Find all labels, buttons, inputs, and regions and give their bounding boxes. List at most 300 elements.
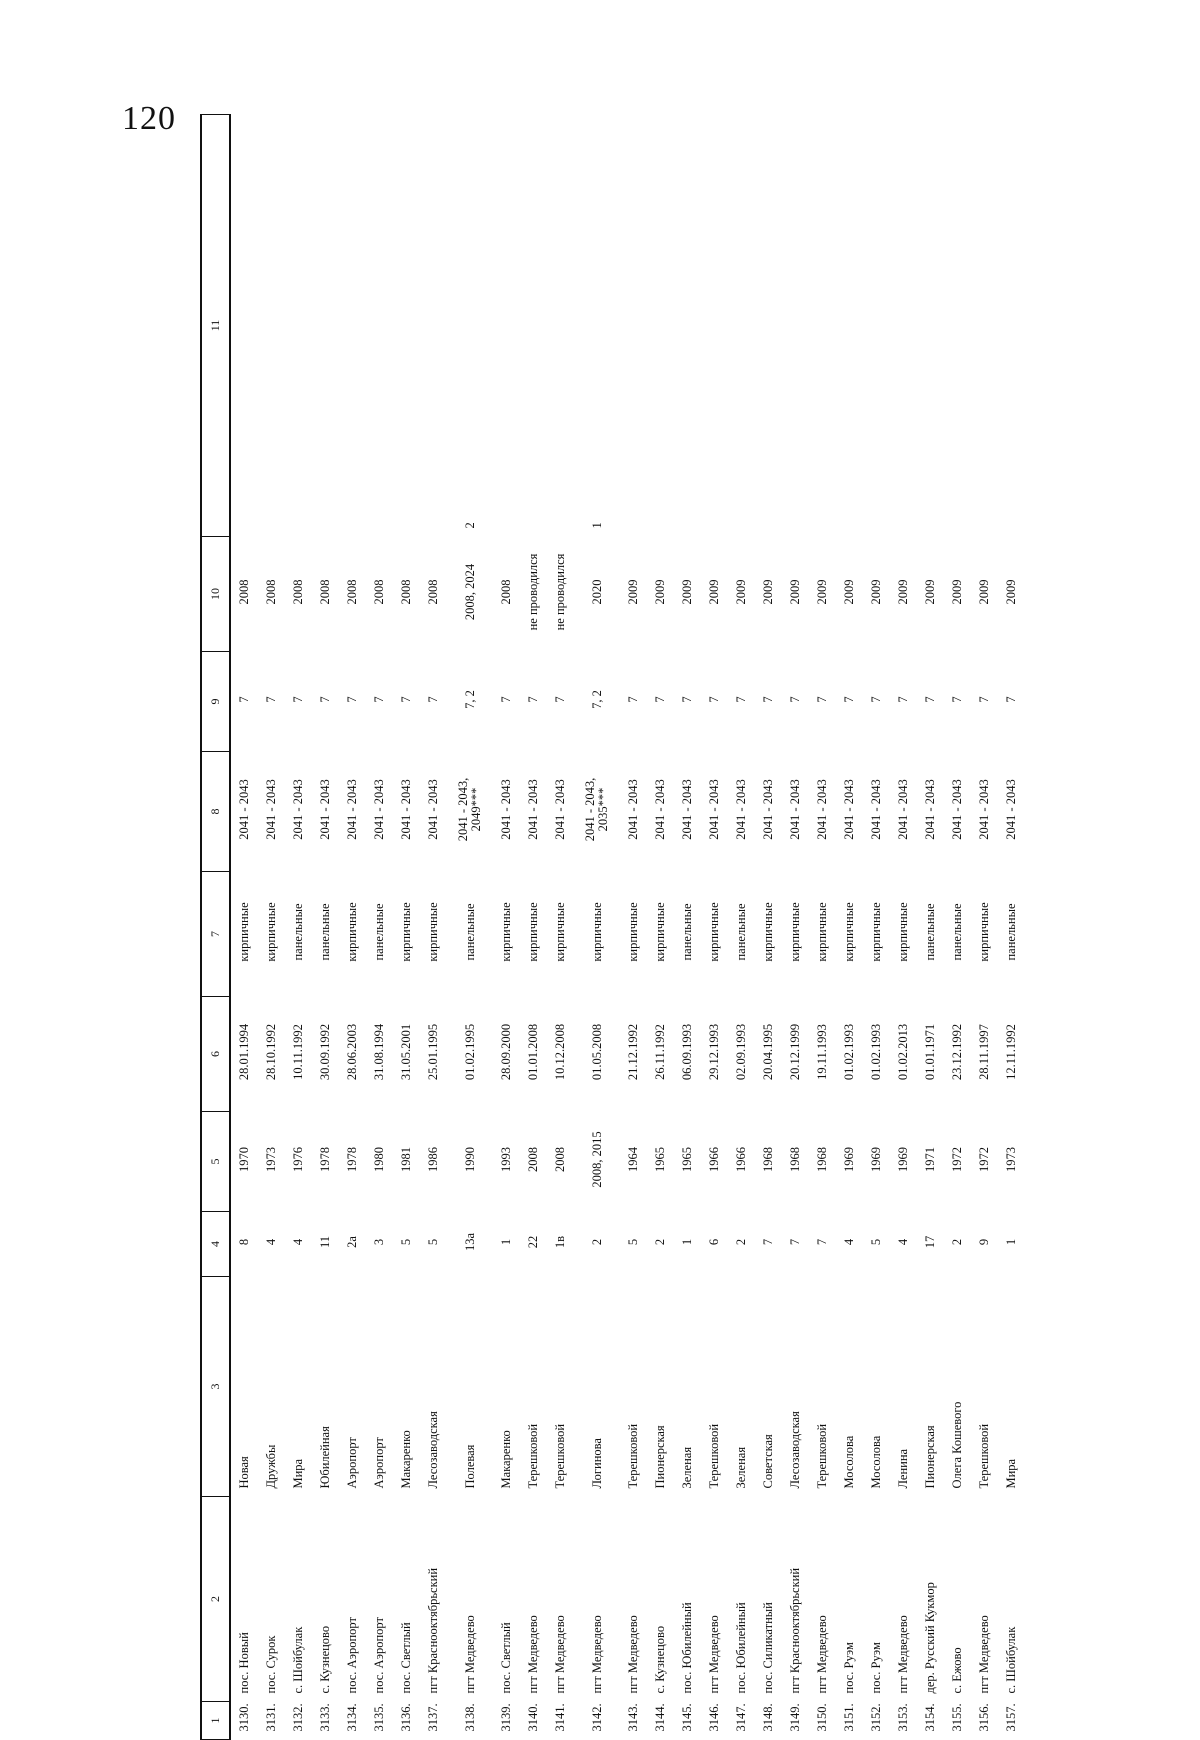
row-number: 3138.	[462, 1703, 477, 1732]
code-cell: 7	[950, 696, 964, 703]
street-cell: Лесозаводская	[788, 1411, 802, 1489]
year-cell: 2008	[291, 579, 305, 605]
row-number: 3139.	[499, 1703, 513, 1732]
period-cell: 2041 - 2043	[291, 779, 305, 840]
period-cell: 2041 - 2043	[345, 779, 359, 840]
wall-material-cell: кирпичные	[526, 902, 540, 962]
year-cell: 2009	[788, 579, 802, 605]
extra-cell	[547, 115, 574, 537]
wall-material-cell: кирпичные	[553, 902, 567, 962]
extra-cell	[520, 115, 547, 537]
period-cell: 2041 - 2043	[923, 779, 937, 840]
year-cell: 2008, 2024	[462, 563, 477, 621]
extra-cell	[339, 115, 366, 537]
year-built-cell: 1976	[291, 1147, 305, 1172]
table-row	[258, 115, 285, 1740]
wall-material-cell: кирпичные	[977, 902, 991, 962]
table-row	[447, 115, 493, 1740]
house-number-cell: 11	[318, 1235, 332, 1249]
period-cell: 2041 - 2043	[761, 779, 775, 840]
house-number-cell: 13а	[462, 1232, 477, 1252]
extra-cell: 2	[462, 522, 477, 529]
period-cell: 2041 - 2043	[237, 779, 251, 840]
row-number: 3145.	[680, 1703, 694, 1732]
date-cell: 06.09.1993	[680, 1023, 694, 1081]
settlement-cell: пос. Новый	[237, 1632, 251, 1694]
row-number: 3142.	[589, 1703, 604, 1732]
date-cell: 12.11.1992	[1004, 1024, 1018, 1080]
row-number: 3148.	[761, 1703, 775, 1732]
year-cell: 2009	[761, 579, 775, 605]
column-header: 3	[201, 1277, 230, 1497]
period-cell: 2041 - 2043	[553, 779, 567, 840]
extra-cell	[971, 115, 998, 537]
row-number: 3136.	[399, 1703, 413, 1732]
settlement-cell: пос. Руэм	[869, 1642, 883, 1694]
period-cell: 2041 - 2043	[426, 779, 440, 840]
house-number-cell: 22	[526, 1235, 540, 1249]
column-header: 7	[201, 872, 230, 997]
code-cell: 7	[896, 696, 910, 703]
year-built-cell: 1966	[707, 1147, 721, 1172]
street-cell: Новая	[237, 1456, 251, 1489]
table-row	[285, 115, 312, 1740]
year-cell: 2009	[923, 579, 937, 605]
wall-material-cell: кирпичные	[626, 902, 640, 962]
house-number-cell: 2	[589, 1238, 604, 1246]
code-cell: 7	[842, 696, 856, 703]
row-number: 3143.	[626, 1703, 640, 1732]
data-table	[200, 114, 1025, 1740]
year-built-cell: 1972	[950, 1147, 964, 1172]
period-cell: 2041 - 2043	[896, 779, 910, 840]
year-cell: 2009	[626, 579, 640, 605]
year-built-cell: 1970	[237, 1147, 251, 1172]
date-cell: 10.11.1992	[291, 1024, 305, 1080]
year-built-cell: 1973	[1004, 1147, 1018, 1172]
street-cell: Мира	[291, 1458, 305, 1489]
settlement-cell: с. Шойбулак	[1004, 1626, 1018, 1694]
year-built-cell: 2008	[526, 1147, 540, 1172]
data-table-rotated	[200, 115, 1018, 1740]
wall-material-cell: кирпичные	[399, 902, 413, 962]
settlement-cell: пос. Юбилейный	[680, 1602, 694, 1694]
date-cell: 31.05.2001	[399, 1023, 413, 1081]
code-cell: 7	[815, 696, 829, 703]
date-cell: 26.11.1992	[653, 1024, 667, 1080]
extra-cell	[393, 115, 420, 537]
table-row	[890, 115, 917, 1740]
year-built-cell: 1978	[318, 1147, 332, 1172]
date-cell: 01.02.1995	[462, 1023, 477, 1081]
period-cell: 2041 - 2043	[680, 779, 694, 840]
year-cell: 2008	[318, 579, 332, 605]
street-cell: Аэропорт	[372, 1437, 386, 1489]
row-number: 3156.	[977, 1703, 991, 1732]
row-number: 3131.	[264, 1703, 278, 1732]
year-cell: 2009	[842, 579, 856, 605]
wall-material-cell: кирпичные	[869, 902, 883, 962]
house-number-cell: 8	[237, 1238, 251, 1246]
code-cell: 7	[1004, 696, 1018, 703]
code-cell: 7	[526, 696, 540, 703]
settlement-cell: пгт Медведево	[553, 1615, 567, 1694]
period-cell: 2041 - 2043	[526, 779, 540, 840]
column-header: 6	[201, 997, 230, 1112]
column-header: 9	[201, 652, 230, 752]
extra-cell	[493, 115, 520, 537]
row-number: 3134.	[345, 1703, 359, 1732]
row-number: 3150.	[815, 1703, 829, 1732]
house-number-cell: 2а	[345, 1236, 359, 1248]
extra-cell	[620, 115, 647, 537]
year-built-cell: 2008, 2015	[589, 1131, 604, 1188]
date-cell: 28.06.2003	[345, 1023, 359, 1081]
date-cell: 30.09.1992	[318, 1023, 332, 1081]
settlement-cell: пос. Силикатный	[761, 1602, 775, 1694]
table-row	[998, 115, 1025, 1740]
wall-material-cell: панельные	[291, 903, 305, 961]
street-cell: Терешковой	[526, 1423, 540, 1489]
year-cell: 2009	[680, 579, 694, 605]
wall-material-cell: кирпичные	[237, 902, 251, 962]
settlement-cell: пгт Медведево	[815, 1615, 829, 1694]
wall-material-cell: панельные	[680, 903, 694, 961]
year-cell: 2008	[399, 579, 413, 605]
year-cell: 2009	[869, 579, 883, 605]
settlement-cell: пгт Медведево	[589, 1615, 604, 1694]
header-row	[201, 115, 230, 1740]
period-cell: 2041 - 2043	[842, 779, 856, 840]
period-cell: 2041 - 2043, 2049***	[456, 777, 483, 842]
street-cell: Советская	[761, 1434, 775, 1489]
house-number-cell: 4	[842, 1238, 856, 1246]
street-cell: Зеленая	[680, 1446, 694, 1489]
year-built-cell: 1990	[462, 1147, 477, 1172]
house-number-cell: 1в	[553, 1235, 567, 1249]
period-cell: 2041 - 2043	[950, 779, 964, 840]
table-row	[366, 115, 393, 1740]
period-cell: 2041 - 2043	[499, 779, 513, 840]
table-row	[728, 115, 755, 1740]
code-cell: 7	[707, 696, 721, 703]
column-header: 1	[201, 1702, 230, 1740]
year-built-cell: 1965	[653, 1147, 667, 1172]
extra-cell	[890, 115, 917, 537]
year-built-cell: 1966	[734, 1147, 748, 1172]
extra-cell	[863, 115, 890, 537]
year-built-cell: 1986	[426, 1147, 440, 1172]
settlement-cell: пос. Руэм	[842, 1642, 856, 1694]
settlement-cell: пос. Светлый	[499, 1622, 513, 1694]
table-row	[782, 115, 809, 1740]
table-row	[701, 115, 728, 1740]
settlement-cell: пгт Краснооктябрьский	[788, 1567, 802, 1694]
code-cell: 7, 2	[589, 690, 604, 709]
year-cell: 2009	[815, 579, 829, 605]
code-cell: 7	[372, 696, 386, 703]
year-built-cell: 1972	[977, 1147, 991, 1172]
table-row	[230, 115, 258, 1740]
code-cell: 7	[345, 696, 359, 703]
wall-material-cell: панельные	[950, 903, 964, 961]
wall-material-cell: панельные	[318, 903, 332, 961]
row-number: 3137.	[426, 1703, 440, 1732]
extra-cell	[312, 115, 339, 537]
settlement-cell: с. Шойбулак	[291, 1626, 305, 1694]
house-number-cell: 6	[707, 1238, 721, 1246]
year-cell: 2009	[977, 579, 991, 605]
date-cell: 02.09.1993	[734, 1023, 748, 1081]
extra-cell	[366, 115, 393, 537]
street-cell: Терешковой	[626, 1423, 640, 1489]
settlement-cell: с. Кузнецово	[653, 1625, 667, 1694]
row-number: 3147.	[734, 1703, 748, 1732]
table-row	[809, 115, 836, 1740]
table-row	[674, 115, 701, 1740]
row-number: 3144.	[653, 1703, 667, 1732]
street-cell: Дружбы	[264, 1444, 278, 1489]
house-number-cell: 1	[680, 1238, 694, 1246]
wall-material-cell: панельные	[462, 903, 477, 961]
year-built-cell: 1993	[499, 1147, 513, 1172]
wall-material-cell: кирпичные	[761, 902, 775, 962]
code-cell: 7	[680, 696, 694, 703]
year-cell: 2009	[950, 579, 964, 605]
date-cell: 28.01.1994	[237, 1023, 251, 1081]
period-cell: 2041 - 2043, 2035***	[583, 777, 610, 842]
street-cell: Полевая	[462, 1444, 477, 1489]
row-number: 3151.	[842, 1703, 856, 1732]
settlement-cell: пгт Медведево	[462, 1615, 477, 1694]
street-cell: Терешковой	[977, 1423, 991, 1489]
wall-material-cell: кирпичные	[589, 902, 604, 962]
date-cell: 01.05.2008	[589, 1023, 604, 1081]
table-row	[520, 115, 547, 1740]
row-number: 3133.	[318, 1703, 332, 1732]
row-number: 3153.	[896, 1703, 910, 1732]
year-cell: 2008	[499, 579, 513, 605]
house-number-cell: 5	[426, 1238, 440, 1246]
code-cell: 7	[626, 696, 640, 703]
street-cell: Макаренко	[399, 1430, 413, 1489]
year-built-cell: 1965	[680, 1147, 694, 1172]
date-cell: 10.12.2008	[553, 1023, 567, 1081]
row-number: 3152.	[869, 1703, 883, 1732]
row-number: 3155.	[950, 1703, 964, 1732]
period-cell: 2041 - 2043	[869, 779, 883, 840]
column-header: 8	[201, 752, 230, 872]
code-cell: 7	[264, 696, 278, 703]
house-number-cell: 1	[499, 1238, 513, 1246]
table-row	[393, 115, 420, 1740]
extra-cell	[944, 115, 971, 537]
row-number: 3141.	[553, 1703, 567, 1732]
extra-cell	[782, 115, 809, 537]
wall-material-cell: кирпичные	[896, 902, 910, 962]
settlement-cell: пгт Краснооктябрьский	[426, 1567, 440, 1694]
row-number: 3157.	[1004, 1703, 1018, 1732]
settlement-cell: пгт Медведево	[977, 1615, 991, 1694]
year-cell: 2009	[896, 579, 910, 605]
settlement-cell: пгт Медведево	[707, 1615, 721, 1694]
extra-cell	[755, 115, 782, 537]
date-cell: 31.08.1994	[372, 1023, 386, 1081]
year-built-cell: 1971	[923, 1147, 937, 1172]
street-cell: Лесозаводская	[426, 1411, 440, 1489]
settlement-cell: пос. Светлый	[399, 1622, 413, 1694]
house-number-cell: 17	[923, 1235, 937, 1249]
date-cell: 01.02.1993	[842, 1023, 856, 1081]
period-cell: 2041 - 2043	[264, 779, 278, 840]
column-header: 5	[201, 1112, 230, 1212]
wall-material-cell: панельные	[923, 903, 937, 961]
settlement-cell: с. Ежово	[950, 1647, 964, 1694]
year-built-cell: 1981	[399, 1147, 413, 1172]
year-built-cell: 1964	[626, 1147, 640, 1172]
date-cell: 01.01.1971	[923, 1023, 937, 1081]
extra-cell	[647, 115, 674, 537]
settlement-cell: пгт Медведево	[526, 1615, 540, 1694]
extra-cell	[836, 115, 863, 537]
row-number: 3132.	[291, 1703, 305, 1732]
table-row	[420, 115, 447, 1740]
code-cell: 7, 2	[462, 690, 477, 709]
extra-cell	[674, 115, 701, 537]
extra-cell	[728, 115, 755, 537]
house-number-cell: 7	[815, 1238, 829, 1246]
wall-material-cell: кирпичные	[499, 902, 513, 962]
date-cell: 28.09.2000	[499, 1023, 513, 1081]
code-cell: 7	[761, 696, 775, 703]
wall-material-cell: кирпичные	[815, 902, 829, 962]
street-cell: Зеленая	[734, 1446, 748, 1489]
period-cell: 2041 - 2043	[1004, 779, 1018, 840]
row-number: 3135.	[372, 1703, 386, 1732]
extra-cell: 1	[589, 522, 604, 529]
house-number-cell: 1	[1004, 1238, 1018, 1246]
extra-cell	[809, 115, 836, 537]
house-number-cell: 7	[761, 1238, 775, 1246]
row-number: 3146.	[707, 1703, 721, 1732]
extra-cell	[285, 115, 312, 537]
street-cell: Логинова	[589, 1438, 604, 1489]
row-number: 3140.	[526, 1703, 540, 1732]
period-cell: 2041 - 2043	[707, 779, 721, 840]
wall-material-cell: кирпичные	[842, 902, 856, 962]
street-cell: Юбилейная	[318, 1426, 332, 1489]
year-built-cell: 1969	[869, 1147, 883, 1172]
row-number: 3154.	[923, 1703, 937, 1732]
table-row	[493, 115, 520, 1740]
year-built-cell: 1973	[264, 1147, 278, 1172]
year-cell: 2008	[426, 579, 440, 605]
column-header: 11	[201, 115, 230, 537]
code-cell: 7	[318, 696, 332, 703]
extra-cell	[230, 115, 258, 537]
table-row	[755, 115, 782, 1740]
house-number-cell: 9	[977, 1238, 991, 1246]
table-row	[312, 115, 339, 1740]
year-built-cell: 1968	[761, 1147, 775, 1172]
extra-cell	[917, 115, 944, 537]
house-number-cell: 4	[264, 1238, 278, 1246]
year-cell: 2009	[653, 579, 667, 605]
date-cell: 25.01.1995	[426, 1023, 440, 1081]
street-cell: Мосолова	[869, 1435, 883, 1489]
year-built-cell: 1978	[345, 1147, 359, 1172]
house-number-cell: 3	[372, 1238, 386, 1246]
street-cell: Мира	[1004, 1458, 1018, 1489]
street-cell: Олега Кошевого	[950, 1401, 964, 1489]
period-cell: 2041 - 2043	[399, 779, 413, 840]
settlement-cell: пос. Аэропорт	[372, 1617, 386, 1694]
period-cell: 2041 - 2043	[626, 779, 640, 840]
settlement-cell: пос. Сурок	[264, 1635, 278, 1694]
year-cell: 2009	[734, 579, 748, 605]
table-row	[574, 115, 620, 1740]
period-cell: 2041 - 2043	[977, 779, 991, 840]
year-built-cell: 1969	[896, 1147, 910, 1172]
extra-cell	[701, 115, 728, 537]
settlement-cell: дер. Русский Кукмор	[923, 1582, 937, 1694]
table-row	[620, 115, 647, 1740]
street-cell: Ленина	[896, 1448, 910, 1489]
settlement-cell: пос. Юбилейный	[734, 1602, 748, 1694]
table-row	[863, 115, 890, 1740]
period-cell: 2041 - 2043	[372, 779, 386, 840]
date-cell: 29.12.1993	[707, 1023, 721, 1081]
year-cell: не проводился	[526, 553, 540, 631]
code-cell: 7	[426, 696, 440, 703]
year-built-cell: 1968	[788, 1147, 802, 1172]
table-row	[917, 115, 944, 1740]
code-cell: 7	[788, 696, 802, 703]
settlement-cell: пгт Медведево	[896, 1615, 910, 1694]
wall-material-cell: панельные	[372, 903, 386, 961]
extra-cell	[420, 115, 447, 537]
code-cell: 7	[291, 696, 305, 703]
code-cell: 7	[237, 696, 251, 703]
year-built-cell: 1969	[842, 1147, 856, 1172]
year-cell: не проводился	[553, 553, 567, 631]
table-row	[339, 115, 366, 1740]
street-cell: Макаренко	[499, 1430, 513, 1489]
house-number-cell: 5	[869, 1238, 883, 1246]
street-cell: Терешковой	[553, 1423, 567, 1489]
date-cell: 01.01.2008	[526, 1023, 540, 1081]
street-cell: Мосолова	[842, 1435, 856, 1489]
year-cell: 2020	[589, 579, 604, 605]
period-cell: 2041 - 2043	[815, 779, 829, 840]
house-number-cell: 2	[653, 1238, 667, 1246]
house-number-cell: 7	[788, 1238, 802, 1246]
table-row	[547, 115, 574, 1740]
column-header: 2	[201, 1497, 230, 1702]
year-cell: 2008	[372, 579, 386, 605]
code-cell: 7	[923, 696, 937, 703]
date-cell: 01.02.1993	[869, 1023, 883, 1081]
code-cell: 7	[399, 696, 413, 703]
wall-material-cell: кирпичные	[788, 902, 802, 962]
row-number: 3149.	[788, 1703, 802, 1732]
wall-material-cell: панельные	[1004, 903, 1018, 961]
street-cell: Пионерская	[653, 1425, 667, 1489]
code-cell: 7	[977, 696, 991, 703]
column-header: 10	[201, 537, 230, 652]
date-cell: 19.11.1993	[815, 1024, 829, 1080]
settlement-cell: с. Кузнецово	[318, 1625, 332, 1694]
